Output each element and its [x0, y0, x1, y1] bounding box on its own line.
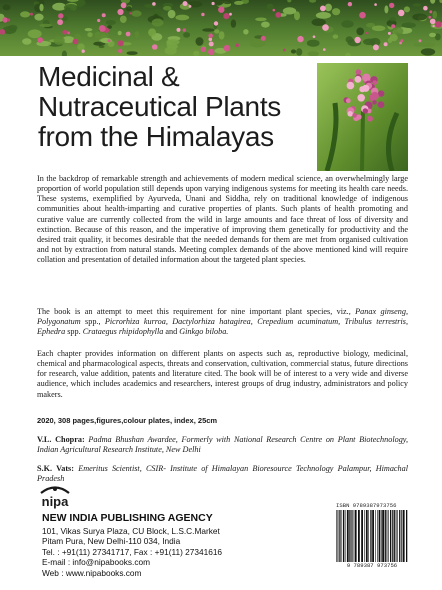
- nipa-logo: [37, 484, 73, 510]
- isbn-label: ISBN 9789387973756: [336, 502, 397, 509]
- web-line: Web : www.nipabooks.com: [42, 567, 142, 578]
- email-line: E-mail : info@nipabooks.com: [42, 557, 151, 568]
- publication-info: 2020, 308 pages,figures,colour plates, index, 25cm: [37, 416, 218, 425]
- address-line: Pitam Pura, New Delhi-110 034, India: [42, 536, 181, 547]
- publisher-name: NEW INDIA PUBLISHING AGENCY: [42, 512, 213, 524]
- author-chopra: [37, 435, 408, 455]
- author-bio: Padma Bhushan Awardee, Formerly with National Research Centre on Plant Biotechnology, Indian Agricultural Research Institute, New Delhi: [37, 435, 409, 455]
- phone-line: Tel. : +91(11) 27341717, Fax : +91(11) 27341616: [42, 546, 223, 557]
- description-text: [37, 174, 408, 485]
- scope-paragraph: The book is an attempt to meet this requirement for nine important plant species, viz., Panax ginseng, Polygonatum spp., Picrorhiza kurroa, Dactylorhiza hatagirea, Crepedium acuminatum, Tribulus terrestris, Ephedra spp. Crataegus rhipidophylla and Ginkgo biloba.: [37, 307, 409, 337]
- book-title: [38, 62, 313, 152]
- barcode-number: 9 789387 973756: [346, 562, 398, 569]
- author-name: S.K. Vats:: [37, 464, 74, 474]
- title-line-3: from the Himalayas: [38, 121, 274, 152]
- logo-text: nipa: [41, 494, 69, 509]
- intro-paragraph: In the backdrop of remarkable strength and achievements of modern medical science, an overwhelmingly large proportion of world population still depends upon varying indigenous systems for meeting its health care needs. These systems, exemplified by Ayurveda, Unani and Siddha, rely on traditional knowledge of indigenous communities about health-imparting and curative properties of plants. Such plants of health promoting and curative value are currently collected from the wild in large amounts and face threat of loss of diversity and extinction. Because of this reason, and the imperative of improving them genetically for productivity and the desired trait quality, it becomes desirable that the needed demands for them are met from organised cultivation and not by extraction from natural stands. Meeting complex demands of the above mentioned kind will require collation and presentation of detailed information about the targeted plant species.: [37, 174, 408, 265]
- title-line-2: Nutraceutical Plants: [38, 91, 282, 122]
- flower-banner-photo: [0, 0, 442, 56]
- title-line-1: Medicinal &: [38, 61, 180, 92]
- orchid-photo: [317, 63, 408, 171]
- publisher-address: [42, 526, 222, 578]
- author-vats: [37, 464, 408, 484]
- barcode: [334, 510, 410, 562]
- chapters-paragraph: Each chapter provides information on different plants on aspects such as, reproductive biology, medicinal, chemical and pharmacological aspects, threats and conservation, cultivation, commercial status, future directions for research, value addition, patents and literature cited. The book will be of interest to a very wide and diverse audience, which includes academics and researchers, interest groups of drug industry, administrators and policy makers.: [37, 349, 408, 399]
- author-bio: Emeritus Scientist, CSIR- Institute of Himalayan Bioresource Technology Palampur, Himachal Pradesh: [37, 464, 409, 484]
- author-name: V.L. Chopra:: [37, 435, 85, 444]
- address-line: 101, Vikas Surya Plaza, CU Block, L.S.C.Market: [42, 526, 220, 536]
